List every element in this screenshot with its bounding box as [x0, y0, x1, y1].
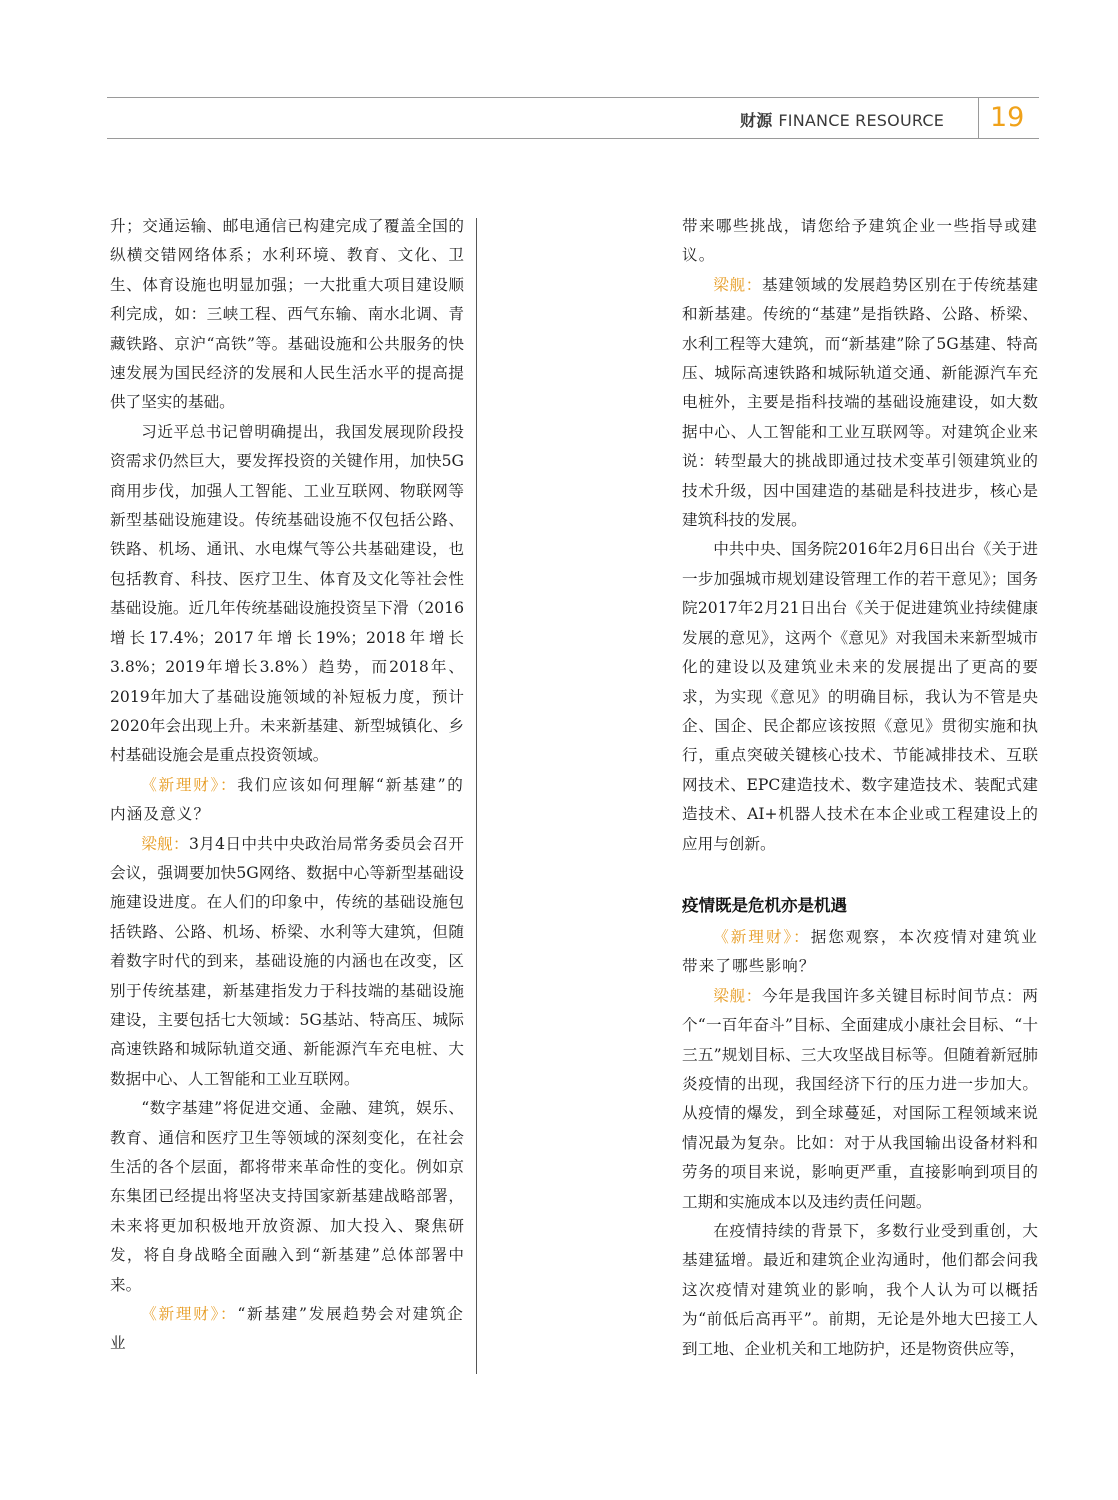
question-text: 我们应该如何理解“新基建”的内涵及意义？	[110, 775, 464, 824]
interview-question	[110, 1300, 464, 1359]
question-continuation: 带来哪些挑战，请您给予建筑企业一些指导或建议。	[682, 217, 1038, 265]
magazine-label: 《新理财》：	[713, 927, 811, 946]
magazine-label: 《新理财》：	[141, 775, 238, 794]
left-column	[110, 212, 464, 1359]
interview-answer	[682, 982, 1038, 1217]
right-column	[682, 212, 1038, 1364]
column-divider	[476, 218, 477, 1374]
interview-answer	[682, 271, 1038, 536]
magazine-label: 《新理财》：	[141, 1305, 238, 1324]
header-divider	[978, 98, 979, 138]
paragraph: 升；交通运输、邮电通信已构建完成了覆盖全国的纵横交错网络体系；水利环境、教育、文化、卫生、体育设施也明显加强；一大批重大项目建设顺利完成，如：三峡工程、西气东输、南水北调、青藏铁路、京沪“高铁”等。基础设施和公共服务的快速发展为国民经济的发展和人民生活水平的提高提供了坚实的基础。	[110, 217, 464, 412]
brand-english: FINANCE RESOURCE	[778, 111, 945, 130]
interview-question	[682, 923, 1038, 982]
answer-text: 3月4日中共中央政治局常务委员会召开会议，强调要加快5G网络、数据中心等新型基础设施建设进度。在人们的印象中，传统的基础设施包括铁路、公路、机场、桥梁、水利等大建筑，但随着数字时代的到来，基础设施的内涵也在改变，区别于传统基建，新基建指发力于科技端的基础设施建设，主要包括七大领域：5G基站、特高压、城际高速铁路和城际轨道交通、新能源汽车充电桩、大数据中心、人工智能和工业互联网。	[110, 834, 464, 1088]
paragraph: 习近平总书记曾明确提出，我国发展现阶段投资需求仍然巨大，要发挥投资的关键作用，加快5G商用步伐，加强人工智能、工业互联网、物联网等新型基础设施建设。传统基础设施不仅包括公路、铁路、机场、通讯、水电煤气等公共基础建设，也包括教育、科技、医疗卫生、体育及文化等社会性基础设施。近几年传统基础设施投资呈下滑（2016增长17.4%；2017年增长19%；2018年增长3.8%；2019年增长3.8%）趋势，而2018年、2019年加大了基础设施领域的补短板力度，预计2020年会出现上升。未来新基建、新型城镇化、乡村基础设施会是重点投资领域。	[110, 422, 464, 765]
paragraph: 在疫情持续的背景下，多数行业受到重创，大基建猛增。最近和建筑企业沟通时，他们都会问我这次疫情对建筑业的影响，我个人认为可以概括为“前低后高再平”。前期，无论是外地大巴接工人到工地、企业机关和工地防护，还是物资供应等，	[682, 1222, 1038, 1358]
speaker-label: 梁舰：	[713, 275, 763, 294]
interview-question	[110, 771, 464, 830]
question-text: 据您观察，本次疫情对建筑业带来了哪些影响？	[682, 927, 1038, 976]
speaker-label: 梁舰：	[141, 834, 189, 853]
page-number: 19	[990, 102, 1025, 133]
paragraph: 中共中央、国务院2016年2月6日出台《关于进一步加强城市规划建设管理工作的若干意见》；国务院2017年2月21日出台《关于促进建筑业持续健康发展的意见》，这两个《意见》对我国未来新型城市化的建设以及建筑业未来的发展提出了更高的要求，为实现《意见》的明确目标，我认为不管是央企、国企、民企都应该按照《意见》贯彻实施和执行，重点突破关键核心技术、节能减排技术、互联网技术、EPC建造技术、数字建造技术、装配式建造技术、AI+机器人技术在本企业或工程建设上的应用与创新。	[682, 540, 1038, 853]
answer-text: 今年是我国许多关键目标时间节点：两个“一百年奋斗”目标、全面建成小康社会目标、“十三五”规划目标、三大攻坚战目标等。但随着新冠肺炎疫情的出现，我国经济下行的压力进一步加大。从疫情的爆发，到全球蔓延，对国际工程领域来说情况最为复杂。比如：对于从我国输出设备材料和劳务的项目来说，影响更严重，直接影响到项目的工期和实施成本以及违约责任问题。	[682, 986, 1038, 1211]
header-bottom-rule	[107, 138, 1039, 139]
running-header	[740, 108, 960, 130]
interview-answer	[110, 830, 464, 1095]
speaker-label: 梁舰：	[713, 986, 763, 1005]
brand-chinese: 财源	[740, 111, 773, 130]
section-heading: 疫情既是危机亦是机遇	[682, 895, 847, 915]
header-top-rule	[107, 97, 1039, 98]
paragraph: “数字基建”将促进交通、金融、建筑，娱乐、教育、通信和医疗卫生等领域的深刻变化，在社会生活的各个层面，都将带来革命性的变化。例如京东集团已经提出将坚决支持国家新基建战略部署，未来将更加积极地开放资源、加大投入、聚焦研发，将自身战略全面融入到“新基建”总体部署中来。	[110, 1099, 464, 1294]
question-text: “新基建”发展趋势会对建筑企业	[110, 1305, 464, 1353]
answer-text: 基建领域的发展趋势区别在于传统基建和新基建。传统的“基建”是指铁路、公路、桥梁、水利工程等大建筑，而“新基建”除了5G基建、特高压、城际高速铁路和城际轨道交通、新能源汽车充电桩外，主要是指科技端的基础设施建设，如大数据中心、人工智能和工业互联网等。对建筑企业来说：转型最大的挑战即通过技术变革引领建筑业的技术升级，因中国建造的基础是科技进步，核心是建筑科技的发展。	[682, 275, 1038, 530]
